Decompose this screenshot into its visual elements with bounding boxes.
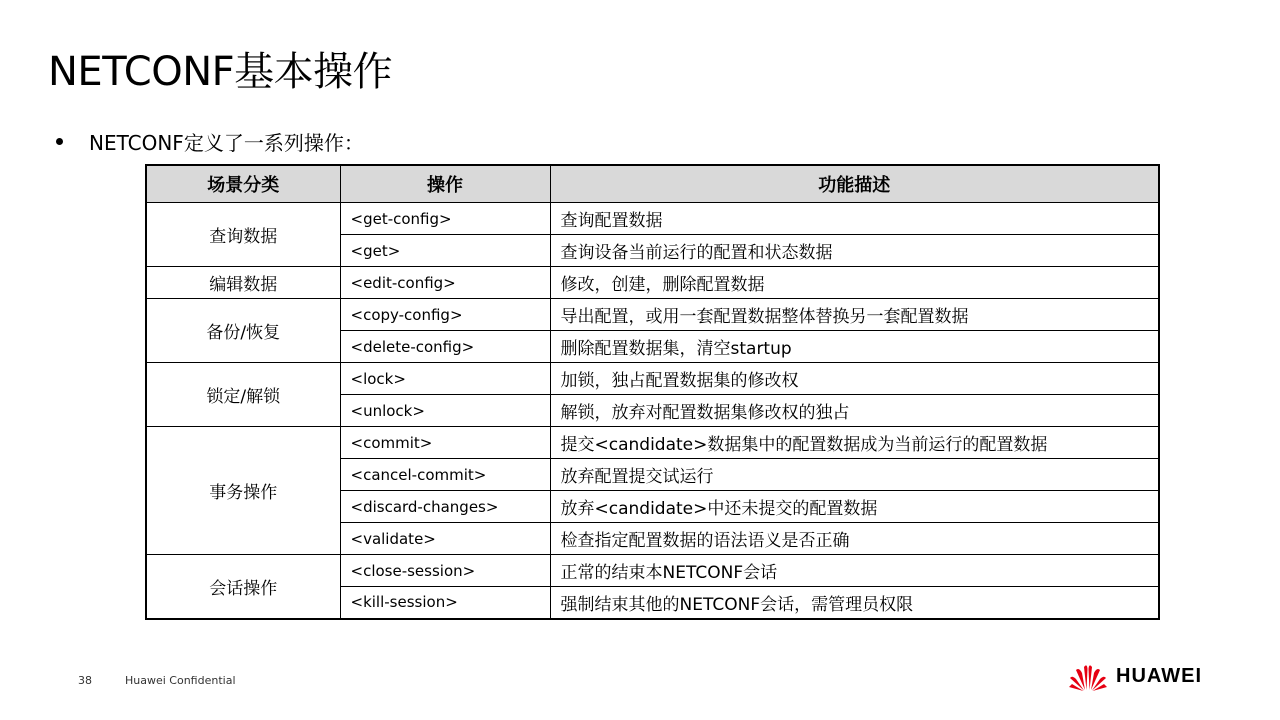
description-cell: 解锁，放弃对配置数据集修改权的独占 bbox=[550, 395, 1159, 427]
table-row bbox=[146, 299, 1159, 331]
operation-cell: <validate> bbox=[340, 523, 550, 555]
operation-cell: <lock> bbox=[340, 363, 550, 395]
bullet-point bbox=[56, 127, 364, 156]
table-row bbox=[146, 363, 1159, 395]
huawei-flower-icon bbox=[1068, 661, 1108, 691]
operation-cell: <close-session> bbox=[340, 555, 550, 587]
operation-cell: <unlock> bbox=[340, 395, 550, 427]
huawei-logo bbox=[1068, 661, 1202, 691]
description-cell: 强制结束其他的NETCONF会话，需管理员权限 bbox=[550, 587, 1159, 619]
table-row bbox=[146, 555, 1159, 587]
bullet-text: NETCONF定义了一系列操作： bbox=[89, 131, 364, 155]
operations-table bbox=[145, 164, 1160, 620]
brand-name: HUAWEI bbox=[1116, 664, 1202, 687]
table-row bbox=[146, 203, 1159, 235]
header-description: 功能描述 bbox=[550, 165, 1159, 203]
operation-cell: <get> bbox=[340, 235, 550, 267]
description-cell: 正常的结束本NETCONF会话 bbox=[550, 555, 1159, 587]
description-cell: 提交<candidate>数据集中的配置数据成为当前运行的配置数据 bbox=[550, 427, 1159, 459]
header-category: 场景分类 bbox=[146, 165, 340, 203]
table-row bbox=[146, 427, 1159, 459]
operation-cell: <copy-config> bbox=[340, 299, 550, 331]
category-cell: 会话操作 bbox=[146, 555, 340, 619]
operation-cell: <edit-config> bbox=[340, 267, 550, 299]
operation-cell: <delete-config> bbox=[340, 331, 550, 363]
category-cell: 查询数据 bbox=[146, 203, 340, 267]
description-cell: 删除配置数据集，清空startup bbox=[550, 331, 1159, 363]
category-cell: 编辑数据 bbox=[146, 267, 340, 299]
description-cell: 导出配置，或用一套配置数据整体替换另一套配置数据 bbox=[550, 299, 1159, 331]
description-cell: 修改，创建，删除配置数据 bbox=[550, 267, 1159, 299]
operation-cell: <get-config> bbox=[340, 203, 550, 235]
description-cell: 检查指定配置数据的语法语义是否正确 bbox=[550, 523, 1159, 555]
category-cell: 备份/恢复 bbox=[146, 299, 340, 363]
page-title: NETCONF基本操作 bbox=[48, 49, 393, 95]
description-cell: 查询配置数据 bbox=[550, 203, 1159, 235]
bullet-dot-icon bbox=[56, 138, 63, 145]
confidential-label: Huawei Confidential bbox=[125, 674, 236, 687]
operation-cell: <commit> bbox=[340, 427, 550, 459]
operation-cell: <kill-session> bbox=[340, 587, 550, 619]
table-row bbox=[146, 267, 1159, 299]
category-cell: 事务操作 bbox=[146, 427, 340, 555]
description-cell: 查询设备当前运行的配置和状态数据 bbox=[550, 235, 1159, 267]
operation-cell: <discard-changes> bbox=[340, 491, 550, 523]
category-cell: 锁定/解锁 bbox=[146, 363, 340, 427]
operation-cell: <cancel-commit> bbox=[340, 459, 550, 491]
header-operation: 操作 bbox=[340, 165, 550, 203]
description-cell: 放弃配置提交试运行 bbox=[550, 459, 1159, 491]
description-cell: 放弃<candidate>中还未提交的配置数据 bbox=[550, 491, 1159, 523]
table-header-row bbox=[146, 165, 1159, 203]
description-cell: 加锁，独占配置数据集的修改权 bbox=[550, 363, 1159, 395]
page-number: 38 bbox=[78, 674, 92, 687]
